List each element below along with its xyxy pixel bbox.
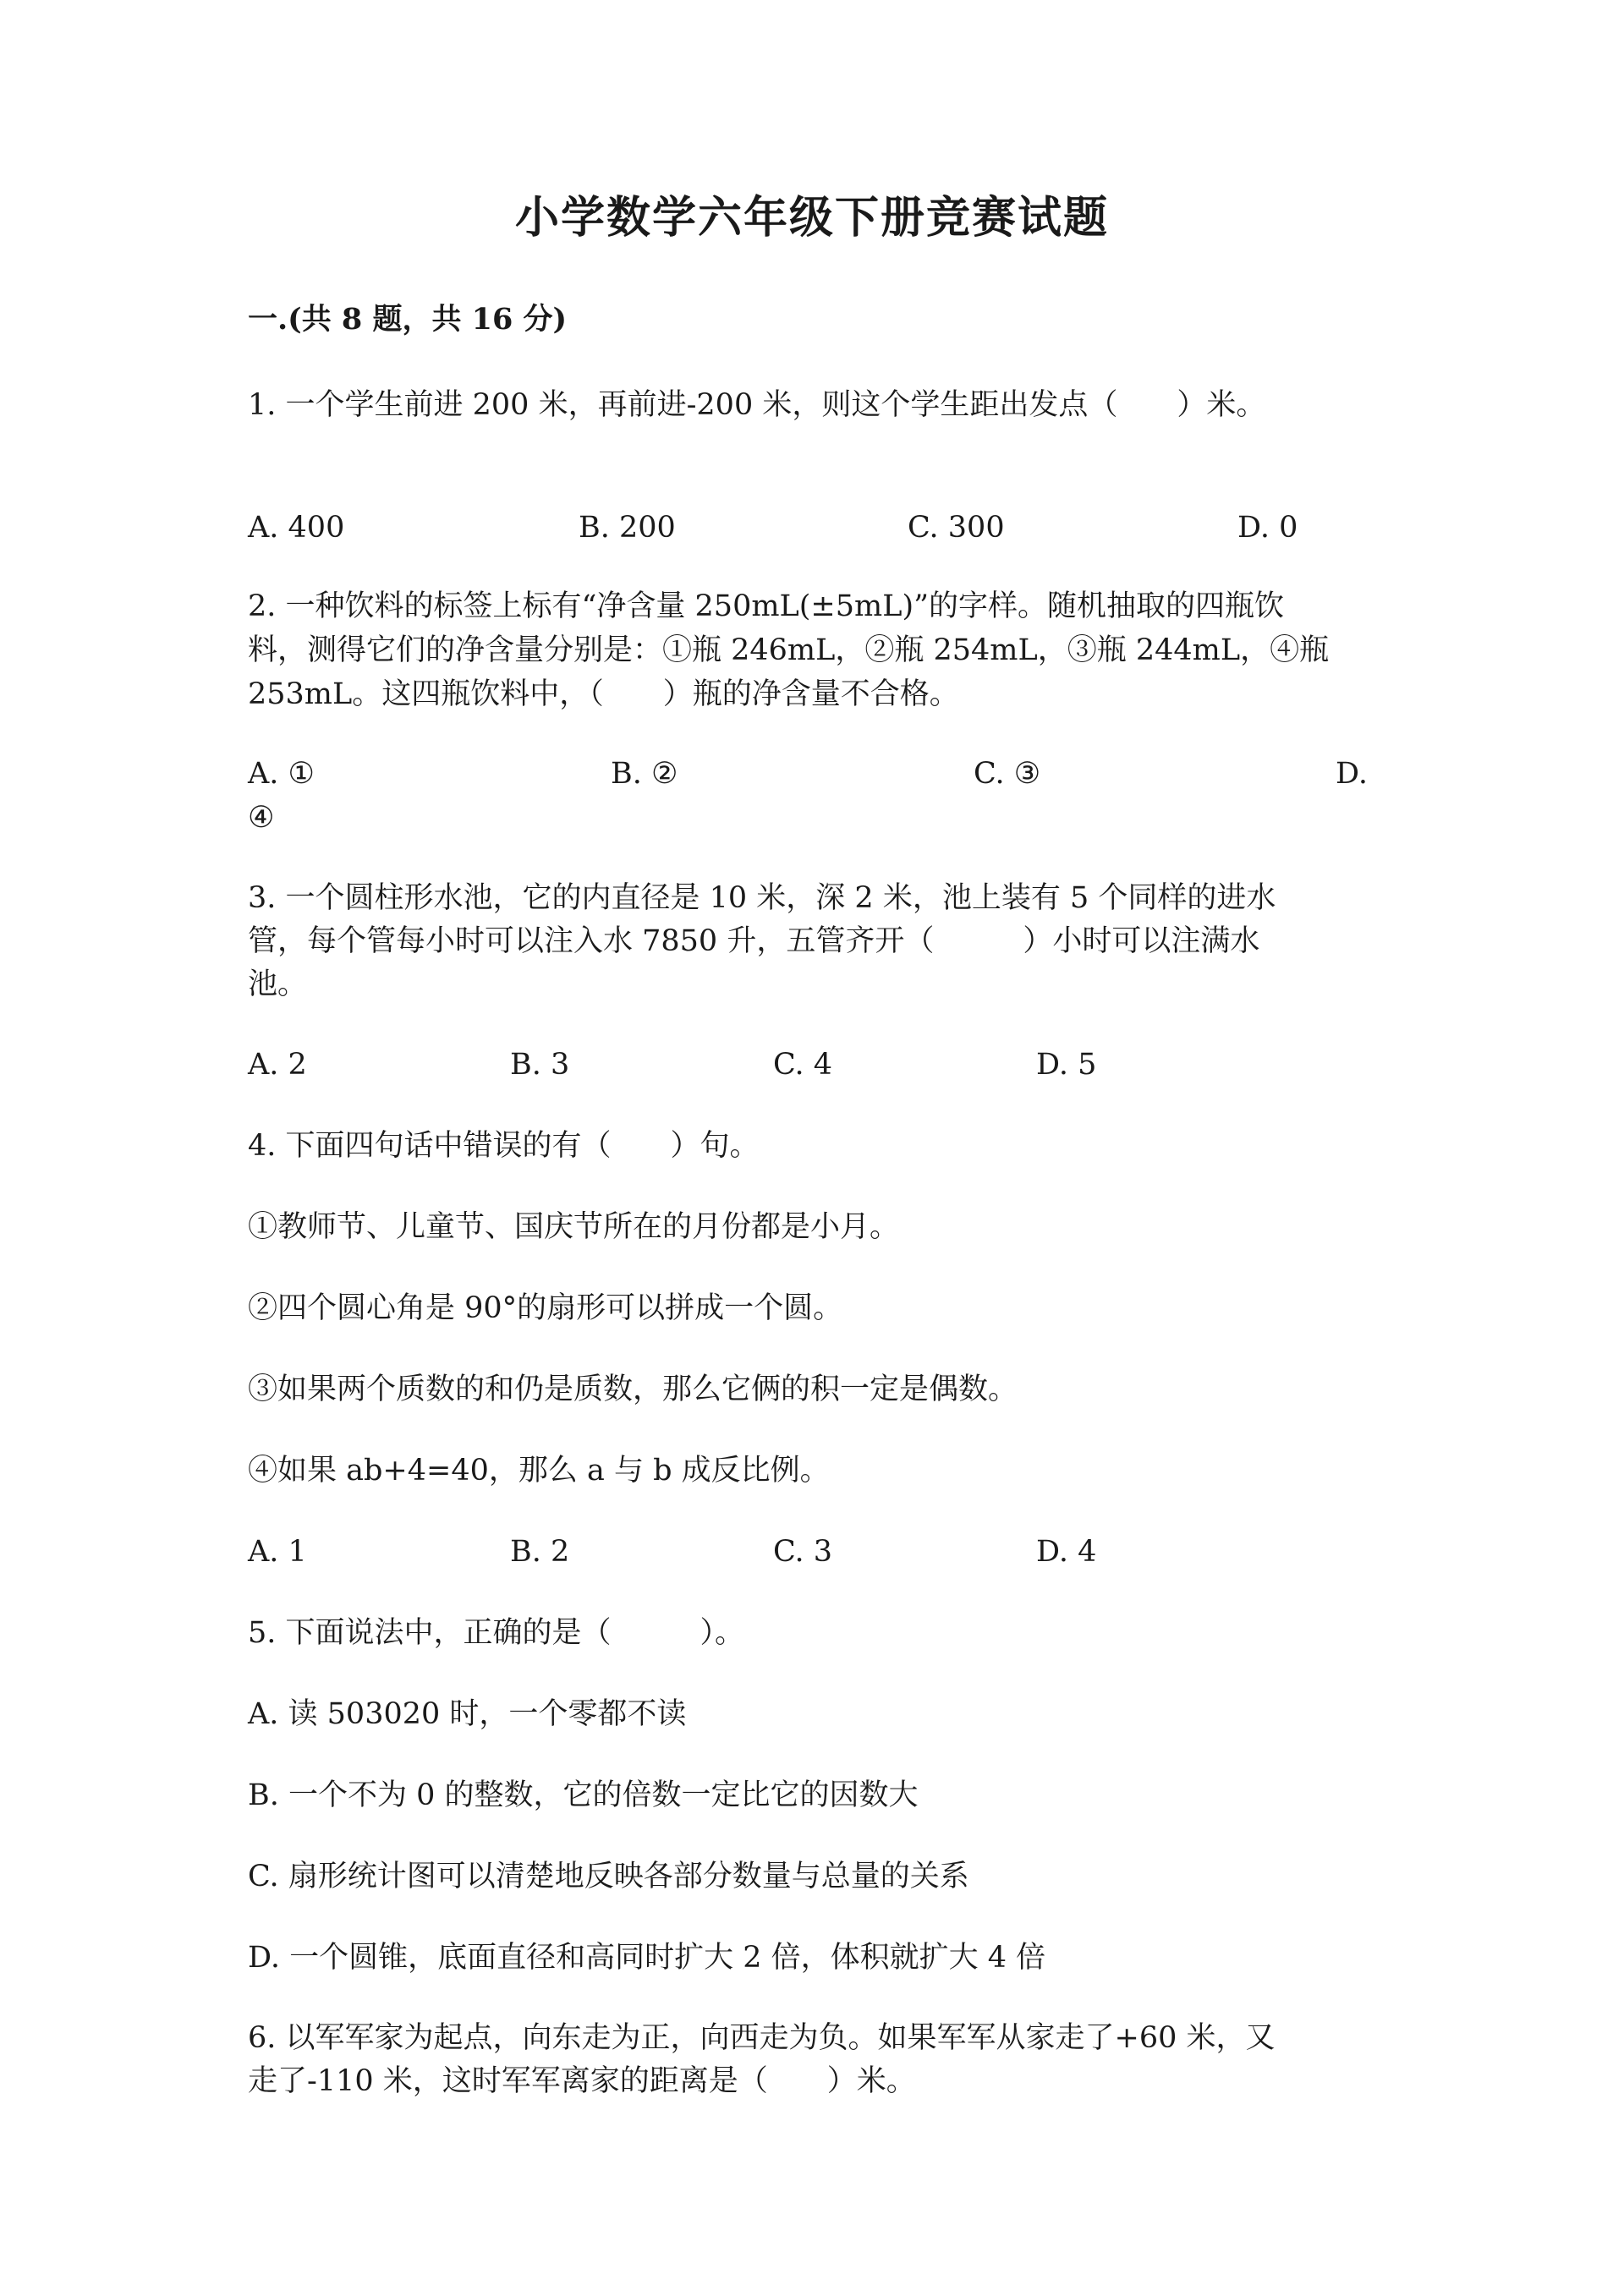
question-4-option-d: D. 4 [1036,1535,1097,1569]
question-2-option-d-wrap: ④ [248,801,275,835]
question-2-line-3: 253mL。这四瓶饮料中，（ ）瓶的净含量不合格。 [248,677,959,711]
question-5-line-1: 5. 下面说法中，正确的是（ ）。 [248,1616,745,1650]
question-1-option-d: D. 0 [1237,511,1298,545]
question-3-option-a: A. 2 [248,1048,307,1082]
question-4-option-a: A. 1 [248,1535,307,1569]
question-2-line-2: 料，测得它们的净含量分别是：①瓶 246mL，②瓶 254mL，③瓶 244mL，④瓶 [248,633,1330,667]
question-2-option-c: C. ③ [974,757,1041,791]
question-5-option-a: A. 读 503020 时，一个零都不读 [248,1697,687,1731]
section-heading: 一.(共 8 题，共 16 分) [248,302,568,337]
question-3-option-b: B. 3 [510,1048,570,1082]
question-3-option-c: C. 4 [773,1048,833,1082]
question-5-option-d: D. 一个圆锥，底面直径和高同时扩大 2 倍，体积就扩大 4 倍 [248,1941,1046,1975]
question-2-line-1: 2. 一种饮料的标签上标有“净含量 250mL(±5mL)”的字样。随机抽取的四瓶饮 [248,589,1285,623]
question-4-statement-4: ④如果 ab+4=40，那么 a 与 b 成反比例。 [248,1454,830,1488]
question-1-option-b: B. 200 [579,511,676,545]
question-2-option-a: A. ① [248,757,315,791]
question-4-statement-2: ②四个圆心角是 90°的扇形可以拼成一个圆。 [248,1291,843,1325]
question-6-line-1: 6. 以军军家为起点，向东走为正，向西走为负。如果军军从家走了+60 米，又 [248,2021,1276,2055]
question-4-option-c: C. 3 [773,1535,833,1569]
question-4-line-1: 4. 下面四句话中错误的有（ ）句。 [248,1129,760,1163]
question-3-line-2: 管，每个管每小时可以注入水 7850 升，五管齐开（ ）小时可以注满水 [248,924,1260,958]
question-1-option-c: C. 300 [908,511,1005,545]
question-2-option-d: D. [1336,757,1368,791]
question-4-option-b: B. 2 [510,1535,570,1569]
question-1-option-a: A. 400 [248,511,345,545]
question-3-line-3: 池。 [248,967,308,1001]
page-title: 小学数学六年级下册竞赛试题 [514,192,1109,244]
question-3-line-1: 3. 一个圆柱形水池，它的内直径是 10 米，深 2 米，池上装有 5 个同样的进水 [248,881,1276,915]
question-5-option-b: B. 一个不为 0 的整数，它的倍数一定比它的因数大 [248,1778,919,1812]
question-5-option-c: C. 扇形统计图可以清楚地反映各部分数量与总量的关系 [248,1860,969,1893]
question-4-statement-3: ③如果两个质数的和仍是质数，那么它俩的积一定是偶数。 [248,1373,1018,1406]
question-1-line-1: 1. 一个学生前进 200 米，再前进-200 米，则这个学生距出发点（ ）米。 [248,388,1266,422]
question-6-line-2: 走了-110 米，这时军军离家的距离是（ ）米。 [248,2064,916,2098]
question-2-option-b: B. ② [611,757,678,791]
question-3-option-d: D. 5 [1036,1048,1097,1082]
question-4-statement-1: ①教师节、儿童节、国庆节所在的月份都是小月。 [248,1210,900,1244]
